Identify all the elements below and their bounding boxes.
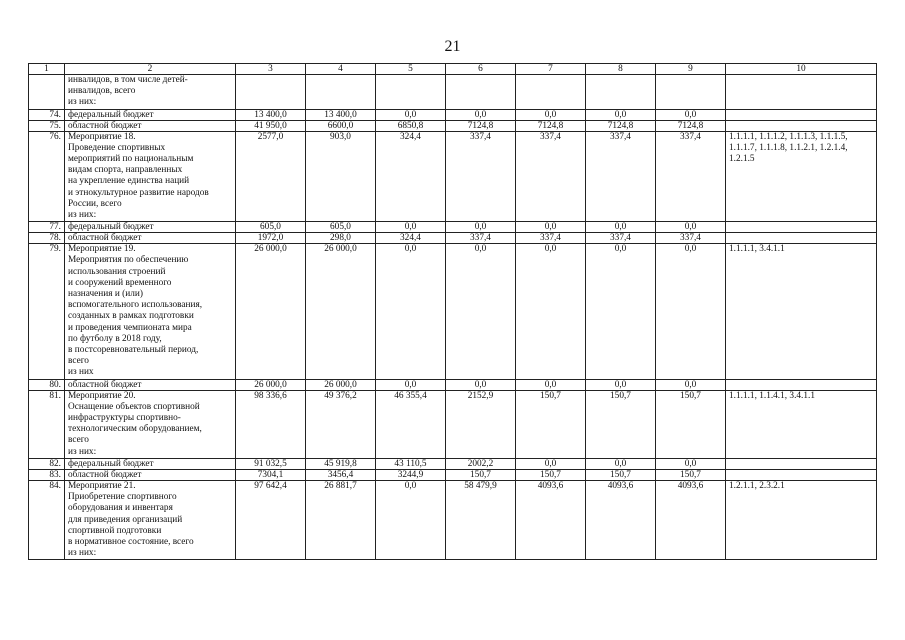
item-name-cell — [65, 131, 236, 222]
value-cell-col-9 — [656, 75, 726, 110]
value-cell-col-4: 6600,0 — [306, 120, 376, 131]
item-name-line: по футболу в 2018 году, — [68, 333, 162, 344]
row-number-cell: 77. — [29, 222, 65, 233]
value-cell-col-9: 0,0 — [656, 244, 726, 379]
value-cell-col-6: 7124,8 — [446, 120, 516, 131]
value-cell-col-6: 2002,2 — [446, 458, 516, 469]
value-cell-col-5: 0,0 — [376, 244, 446, 379]
header-cell: 9 — [656, 64, 726, 75]
indicator-refs-cell — [726, 75, 877, 110]
item-name-line: федеральный бюджет — [68, 222, 154, 233]
item-name-line: областной бюджет — [68, 120, 142, 131]
indicator-refs-line: 1.1.1.7, 1.1.1.8, 1.1.2.1, 1.2.1.4, — [729, 142, 848, 153]
value-cell-col-3: 97 642,4 — [236, 480, 306, 559]
value-cell-col-7: 7124,8 — [516, 120, 586, 131]
value-cell-col-6: 0,0 — [446, 109, 516, 120]
row-number-cell — [29, 75, 65, 110]
value-cell-col-5: 0,0 — [376, 379, 446, 390]
item-name-line: мероприятий по национальным — [68, 154, 194, 165]
indicator-refs-cell — [726, 390, 877, 458]
item-name-line: назначения и (или) — [68, 289, 143, 300]
table-row — [29, 120, 877, 131]
value-cell-col-4: 26 000,0 — [306, 379, 376, 390]
indicator-refs-cell — [726, 469, 877, 480]
table-row — [29, 469, 877, 480]
value-cell-col-4: 13 400,0 — [306, 109, 376, 120]
table-row — [29, 244, 877, 379]
value-cell-col-6: 2152,9 — [446, 390, 516, 458]
indicator-refs-cell — [726, 480, 877, 559]
value-cell-col-4 — [306, 75, 376, 110]
table-row — [29, 379, 877, 390]
value-cell-col-4: 298,0 — [306, 233, 376, 244]
header-cell: 6 — [446, 64, 516, 75]
item-name-cell — [65, 469, 236, 480]
value-cell-col-4: 26 000,0 — [306, 244, 376, 379]
value-cell-col-6: 337,4 — [446, 233, 516, 244]
value-cell-col-5: 324,4 — [376, 233, 446, 244]
item-name-line: федеральный бюджет — [68, 109, 154, 120]
item-name-line: Мероприятия по обеспечению — [68, 255, 189, 266]
item-name-line: областной бюджет — [68, 379, 142, 390]
value-cell-col-4: 605,0 — [306, 222, 376, 233]
row-number-cell: 80. — [29, 379, 65, 390]
value-cell-col-8: 0,0 — [586, 379, 656, 390]
value-cell-col-6: 0,0 — [446, 222, 516, 233]
value-cell-col-4: 45 919,8 — [306, 458, 376, 469]
value-cell-col-8: 7124,8 — [586, 120, 656, 131]
value-cell-col-5 — [376, 75, 446, 110]
value-cell-col-8: 4093,6 — [586, 480, 656, 559]
value-cell-col-8: 0,0 — [586, 458, 656, 469]
item-name-line: спортивной подготовки — [68, 525, 162, 536]
indicator-refs-cell — [726, 233, 877, 244]
item-name-line: оборудования и инвентаря — [68, 503, 173, 514]
value-cell-col-7: 150,7 — [516, 390, 586, 458]
value-cell-col-7: 337,4 — [516, 131, 586, 222]
value-cell-col-3: 13 400,0 — [236, 109, 306, 120]
value-cell-col-7: 150,7 — [516, 469, 586, 480]
row-number-cell: 81. — [29, 390, 65, 458]
header-cell: 5 — [376, 64, 446, 75]
header-cell: 1 — [29, 64, 65, 75]
indicator-refs-cell — [726, 120, 877, 131]
item-name-line: использования строений — [68, 266, 166, 277]
header-cell: 2 — [65, 64, 236, 75]
value-cell-col-8: 0,0 — [586, 244, 656, 379]
indicator-refs-line: 1.1.1.1, 1.1.1.2, 1.1.1.3, 1.1.1.5, — [729, 131, 848, 142]
value-cell-col-9: 0,0 — [656, 222, 726, 233]
item-name-line: инвалидов, всего — [68, 86, 136, 97]
row-number-cell: 83. — [29, 469, 65, 480]
item-name-line: России, всего — [68, 198, 122, 209]
value-cell-col-6: 58 479,9 — [446, 480, 516, 559]
indicator-refs-line: 1.1.1.1, 3.4.1.1 — [729, 244, 785, 255]
item-name-cell — [65, 390, 236, 458]
value-cell-col-7: 0,0 — [516, 109, 586, 120]
indicator-refs-line: 1.1.1.1, 1.1.4.1, 3.4.1.1 — [729, 390, 815, 401]
row-number-cell: 74. — [29, 109, 65, 120]
item-name-line: и этнокультурное развитие народов — [68, 187, 209, 198]
value-cell-col-8: 0,0 — [586, 222, 656, 233]
value-cell-col-4: 3456,4 — [306, 469, 376, 480]
value-cell-col-6: 150,7 — [446, 469, 516, 480]
table-row — [29, 131, 877, 222]
value-cell-col-3: 26 000,0 — [236, 244, 306, 379]
item-name-line: Мероприятие 21. — [68, 480, 136, 491]
item-name-line: Оснащение объектов спортивной — [68, 401, 200, 412]
item-name-line: Приобретение спортивного — [68, 492, 177, 503]
value-cell-col-5: 0,0 — [376, 109, 446, 120]
item-name-cell — [65, 75, 236, 110]
row-number-cell: 82. — [29, 458, 65, 469]
value-cell-col-6 — [446, 75, 516, 110]
item-name-line: для приведения организаций — [68, 514, 183, 525]
value-cell-col-6: 0,0 — [446, 379, 516, 390]
value-cell-col-8: 150,7 — [586, 390, 656, 458]
item-name-line: Проведение спортивных — [68, 142, 166, 153]
value-cell-col-3: 7304,1 — [236, 469, 306, 480]
value-cell-col-9: 0,0 — [656, 379, 726, 390]
value-cell-col-9: 7124,8 — [656, 120, 726, 131]
value-cell-col-8: 0,0 — [586, 109, 656, 120]
indicator-refs-cell — [726, 109, 877, 120]
item-name-line: Мероприятие 20. — [68, 390, 136, 401]
table-row — [29, 233, 877, 244]
item-name-line: на укрепление единства наций — [68, 176, 190, 187]
item-name-line: из них: — [68, 548, 97, 559]
table-row — [29, 458, 877, 469]
value-cell-col-4: 903,0 — [306, 131, 376, 222]
value-cell-col-7: 0,0 — [516, 458, 586, 469]
value-cell-col-5: 0,0 — [376, 480, 446, 559]
value-cell-col-6: 0,0 — [446, 244, 516, 379]
page-number: 21 — [444, 38, 461, 55]
table-row — [29, 109, 877, 120]
budget-table — [28, 63, 877, 560]
row-number-cell: 84. — [29, 480, 65, 559]
indicator-refs-line: 1.2.1.5 — [729, 154, 755, 165]
item-name-line: из них: — [68, 97, 97, 108]
value-cell-col-3: 2577,0 — [236, 131, 306, 222]
value-cell-col-5: 46 355,4 — [376, 390, 446, 458]
value-cell-col-9: 150,7 — [656, 469, 726, 480]
item-name-cell — [65, 120, 236, 131]
value-cell-col-9: 4093,6 — [656, 480, 726, 559]
item-name-cell — [65, 109, 236, 120]
header-cell: 4 — [306, 64, 376, 75]
table-row — [29, 390, 877, 458]
value-cell-col-7: 4093,6 — [516, 480, 586, 559]
item-name-line: в постсоревновательный период, — [68, 345, 199, 356]
value-cell-col-8: 337,4 — [586, 233, 656, 244]
value-cell-col-5: 6850,8 — [376, 120, 446, 131]
value-cell-col-3: 26 000,0 — [236, 379, 306, 390]
item-name-line: из них: — [68, 446, 97, 457]
item-name-line: областной бюджет — [68, 233, 142, 244]
table-row — [29, 222, 877, 233]
item-name-line: всего — [68, 435, 89, 446]
value-cell-col-7: 0,0 — [516, 379, 586, 390]
value-cell-col-9: 337,4 — [656, 233, 726, 244]
item-name-line: Мероприятие 19. — [68, 244, 136, 255]
value-cell-col-8: 150,7 — [586, 469, 656, 480]
indicator-refs-line: 1.2.1.1, 2.3.2.1 — [729, 480, 785, 491]
item-name-cell — [65, 379, 236, 390]
item-name-cell — [65, 458, 236, 469]
item-name-line: видам спорта, направленных — [68, 165, 183, 176]
header-cell: 8 — [586, 64, 656, 75]
value-cell-col-3: 605,0 — [236, 222, 306, 233]
item-name-line: созданных в рамках подготовки — [68, 311, 194, 322]
item-name-cell — [65, 233, 236, 244]
indicator-refs-cell — [726, 458, 877, 469]
value-cell-col-4: 26 881,7 — [306, 480, 376, 559]
value-cell-col-3: 41 950,0 — [236, 120, 306, 131]
value-cell-col-7: 0,0 — [516, 244, 586, 379]
indicator-refs-cell — [726, 379, 877, 390]
value-cell-col-6: 337,4 — [446, 131, 516, 222]
item-name-cell — [65, 222, 236, 233]
item-name-line: и проведения чемпионата мира — [68, 322, 192, 333]
value-cell-col-8: 337,4 — [586, 131, 656, 222]
item-name-cell — [65, 480, 236, 559]
value-cell-col-3: 1972,0 — [236, 233, 306, 244]
row-number-cell: 79. — [29, 244, 65, 379]
value-cell-col-9: 0,0 — [656, 109, 726, 120]
table-row — [29, 480, 877, 559]
header-cell: 7 — [516, 64, 586, 75]
item-name-line: технологическим оборудованием, — [68, 424, 202, 435]
value-cell-col-5: 0,0 — [376, 222, 446, 233]
value-cell-col-3: 98 336,6 — [236, 390, 306, 458]
value-cell-col-4: 49 376,2 — [306, 390, 376, 458]
item-name-line: областной бюджет — [68, 469, 142, 480]
value-cell-col-8 — [586, 75, 656, 110]
item-name-line: из них — [68, 367, 94, 378]
value-cell-col-9: 337,4 — [656, 131, 726, 222]
item-name-line: Мероприятие 18. — [68, 131, 136, 142]
indicator-refs-cell — [726, 244, 877, 379]
indicator-refs-cell — [726, 222, 877, 233]
header-cell: 3 — [236, 64, 306, 75]
item-name-line: и сооружений временного — [68, 277, 172, 288]
table-body — [29, 64, 877, 560]
item-name-line: инвалидов, в том числе детей- — [68, 75, 188, 85]
row-number-cell: 75. — [29, 120, 65, 131]
value-cell-col-7: 0,0 — [516, 222, 586, 233]
value-cell-col-3 — [236, 75, 306, 110]
item-name-line: всего — [68, 356, 89, 367]
value-cell-col-5: 3244,9 — [376, 469, 446, 480]
indicator-refs-cell — [726, 131, 877, 222]
value-cell-col-5: 43 110,5 — [376, 458, 446, 469]
value-cell-col-9: 150,7 — [656, 390, 726, 458]
row-number-cell: 76. — [29, 131, 65, 222]
row-number-cell: 78. — [29, 233, 65, 244]
value-cell-col-7 — [516, 75, 586, 110]
header-row — [29, 64, 877, 75]
item-name-line: федеральный бюджет — [68, 458, 154, 469]
value-cell-col-3: 91 032,5 — [236, 458, 306, 469]
item-name-cell — [65, 244, 236, 379]
value-cell-col-7: 337,4 — [516, 233, 586, 244]
value-cell-col-9: 0,0 — [656, 458, 726, 469]
item-name-line: из них: — [68, 210, 97, 221]
item-name-line: вспомогательного использования, — [68, 300, 203, 311]
item-name-line: инфраструктуры спортивно- — [68, 413, 181, 424]
value-cell-col-5: 324,4 — [376, 131, 446, 222]
item-name-line: в нормативное состояние, всего — [68, 536, 194, 547]
table-row — [29, 75, 877, 110]
header-cell: 10 — [726, 64, 877, 75]
